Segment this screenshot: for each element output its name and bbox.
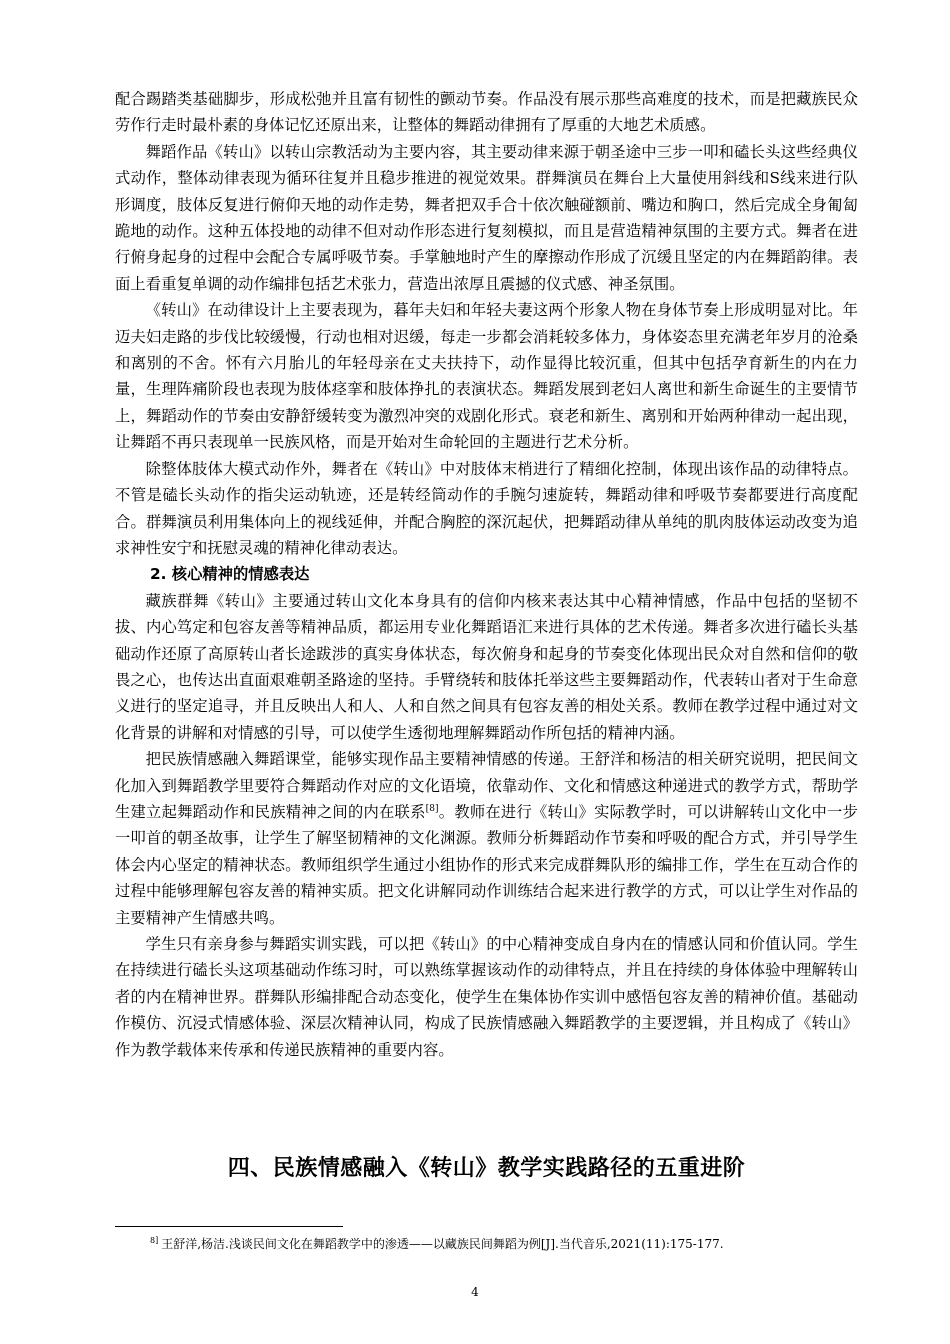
body-text <box>115 86 858 1063</box>
subsection-heading: 2. 核心精神的情感表达 <box>150 565 310 584</box>
footnote-mark: 8] <box>150 1236 159 1245</box>
paragraph: 舞蹈作品《转山》以转山宗教活动为主要内容，其主要动律来源于朝圣途中三步一叩和磕长头这些经典仪式动作，整体动律表现为循环往复并且稳步推进的视觉效果。群舞演员在舞台上大量使用斜线和S线来进行队形调度，肢体反复进行俯仰天地的动作走势，舞者把双手合十依次触碰额前、嘴边和胸口，然后完成全身匍匐跪地的动作。这种五体投地的动律不但对动作形态进行复刻模拟，而且是营造精神氛围的主要方式。舞者在进行俯身起身的过程中会配合专属呼吸节奏。手掌触地时产生的摩擦动作形成了沉缓且坚定的内在舞蹈韵律。表面上看重复单调的动作编排包括艺术张力，营造出浓厚且震撼的仪式感、神圣氛围。 <box>115 142 858 293</box>
paragraph-with-citation <box>115 746 858 931</box>
paragraph: 学生只有亲身参与舞蹈实训实践，可以把《转山》的中心精神变成自身内在的情感认同和价值认同。学生在持续进行磕长头这项基础动作练习时，可以熟练掌握该动作的动律特点，并且在持续的身体体验中理解转山者的内在精神世界。群舞队形编排配合动态变化，使学生在集体协作实训中感悟包容友善的精神价值。基础动作模仿、沉浸式情感体验、深层次精神认同，构成了民族情感融入舞蹈教学的主要逻辑，并且构成了《转山》作为教学载体来传承和传递民族精神的重要内容。 <box>115 935 858 1059</box>
footnote-text: 王舒洋,杨洁.浅谈民间文化在舞蹈教学中的渗透——以藏族民间舞蹈为例[J].当代音乐,2021(11):175-177. <box>161 1237 724 1251</box>
paragraph: 《转山》在动律设计上主要表现为，暮年夫妇和年轻夫妻这两个形象人物在身体节奏上形成明显对比。年迈夫妇走路的步伐比较缓慢，行动也相对迟缓，每走一步都会消耗较多体力，身体姿态里充满老年岁月的沧桑和离别的不舍。怀有六月胎儿的年轻母亲在丈夫扶持下，动作显得比较沉重，但其中包括孕育新生的内在力量，生理阵痛阶段也表现为肢体痉挛和肢体挣扎的表演状态。舞蹈发展到老妇人离世和新生命诞生的主要情节上，舞蹈动作的节奏由安静舒缓转变为激烈冲突的戏剧化形式。衰老和新生、离别和开始两种律动一起出现，让舞蹈不再只表现单一民族风格，而是开始对生命轮回的主题进行艺术分析。 <box>115 301 858 452</box>
footnote-divider <box>115 1226 343 1227</box>
page-number: 4 <box>471 1285 479 1299</box>
paragraph-continued: 配合踢踏类基础脚步，形成松弛并且富有韧性的颤动节奏。作品没有展示那些高难度的技术，而是把藏族民众劳作行走时最朴素的身体记忆还原出来，让整体的舞蹈动律拥有了厚重的大地艺术质感。 <box>115 90 858 135</box>
paragraph-text-before-citation: 把民族情感融入舞蹈课堂，能够实现作品主要精神情感的传递。王舒洋和杨洁的相关研究说明，把民间文化加入到舞蹈教学里要符合舞蹈动作对应的文化语境，依靠动作、文化和情感这种递进式的教学方式，帮助学生建立起舞蹈动作和民族精神之间的内在联系 <box>115 750 858 821</box>
citation-ref[interactable]: [8] <box>425 803 439 814</box>
section-title: 四、民族情感融入《转山》教学实践路径的五重进阶 <box>227 1156 746 1182</box>
paragraph: 藏族群舞《转山》主要通过转山文化本身具有的信仰内核来表达其中心精神情感，作品中包括的坚韧不拔、内心笃定和包容友善等精神品质，都运用专业化舞蹈语汇来进行具体的艺术传递。舞者多次进行磕长头基础动作还原了高原转山者长途跋涉的真实身体状态，每次俯身和起身的节奏变化体现出民众对自然和信仰的敬畏之心，也传达出直面艰难朝圣路途的坚持。手臂绕转和肢体托举这些主要舞蹈动作，代表转山者对于生命意义进行的坚定追寻，并且反映出人和人、人和自然之间具有包容友善的相处关系。教师在教学过程中通过对文化背景的讲解和对情感的引导，可以使学生透彻地理解舞蹈动作所包括的精神内涵。 <box>115 591 858 742</box>
paragraph: 除整体肢体大模式动作外，舞者在《转山》中对肢体末梢进行了精细化控制，体现出该作品的动律特点。不管是磕长头动作的指尖运动轨迹，还是转经筒动作的手腕匀速旋转，舞蹈动律和呼吸节奏都要进行高度配合。群舞演员利用集体向上的视线延伸，并配合胸腔的深沉起伏，把舞蹈动律从单纯的肌肉肢体运动改变为追求神性安宁和抚慰灵魂的精神化律动表达。 <box>115 459 858 557</box>
footnote <box>150 1236 850 1252</box>
paragraph-text-after-citation: 。教师在进行《转山》实际教学时，可以讲解转山文化中一步一叩首的朝圣故事，让学生了解坚韧精神的文化渊源。教师分析舞蹈动作节奏和呼吸的配合方式，并引导学生体会内心坚定的精神状态。教师组织学生通过小组协作的形式来完成群舞队形的编排工作，学生在互动合作的过程中能够理解包容友善的精神实质。把文化讲解同动作训练结合起来进行教学的方式，可以让学生对作品的主要精神产生情感共鸣。 <box>115 802 858 927</box>
